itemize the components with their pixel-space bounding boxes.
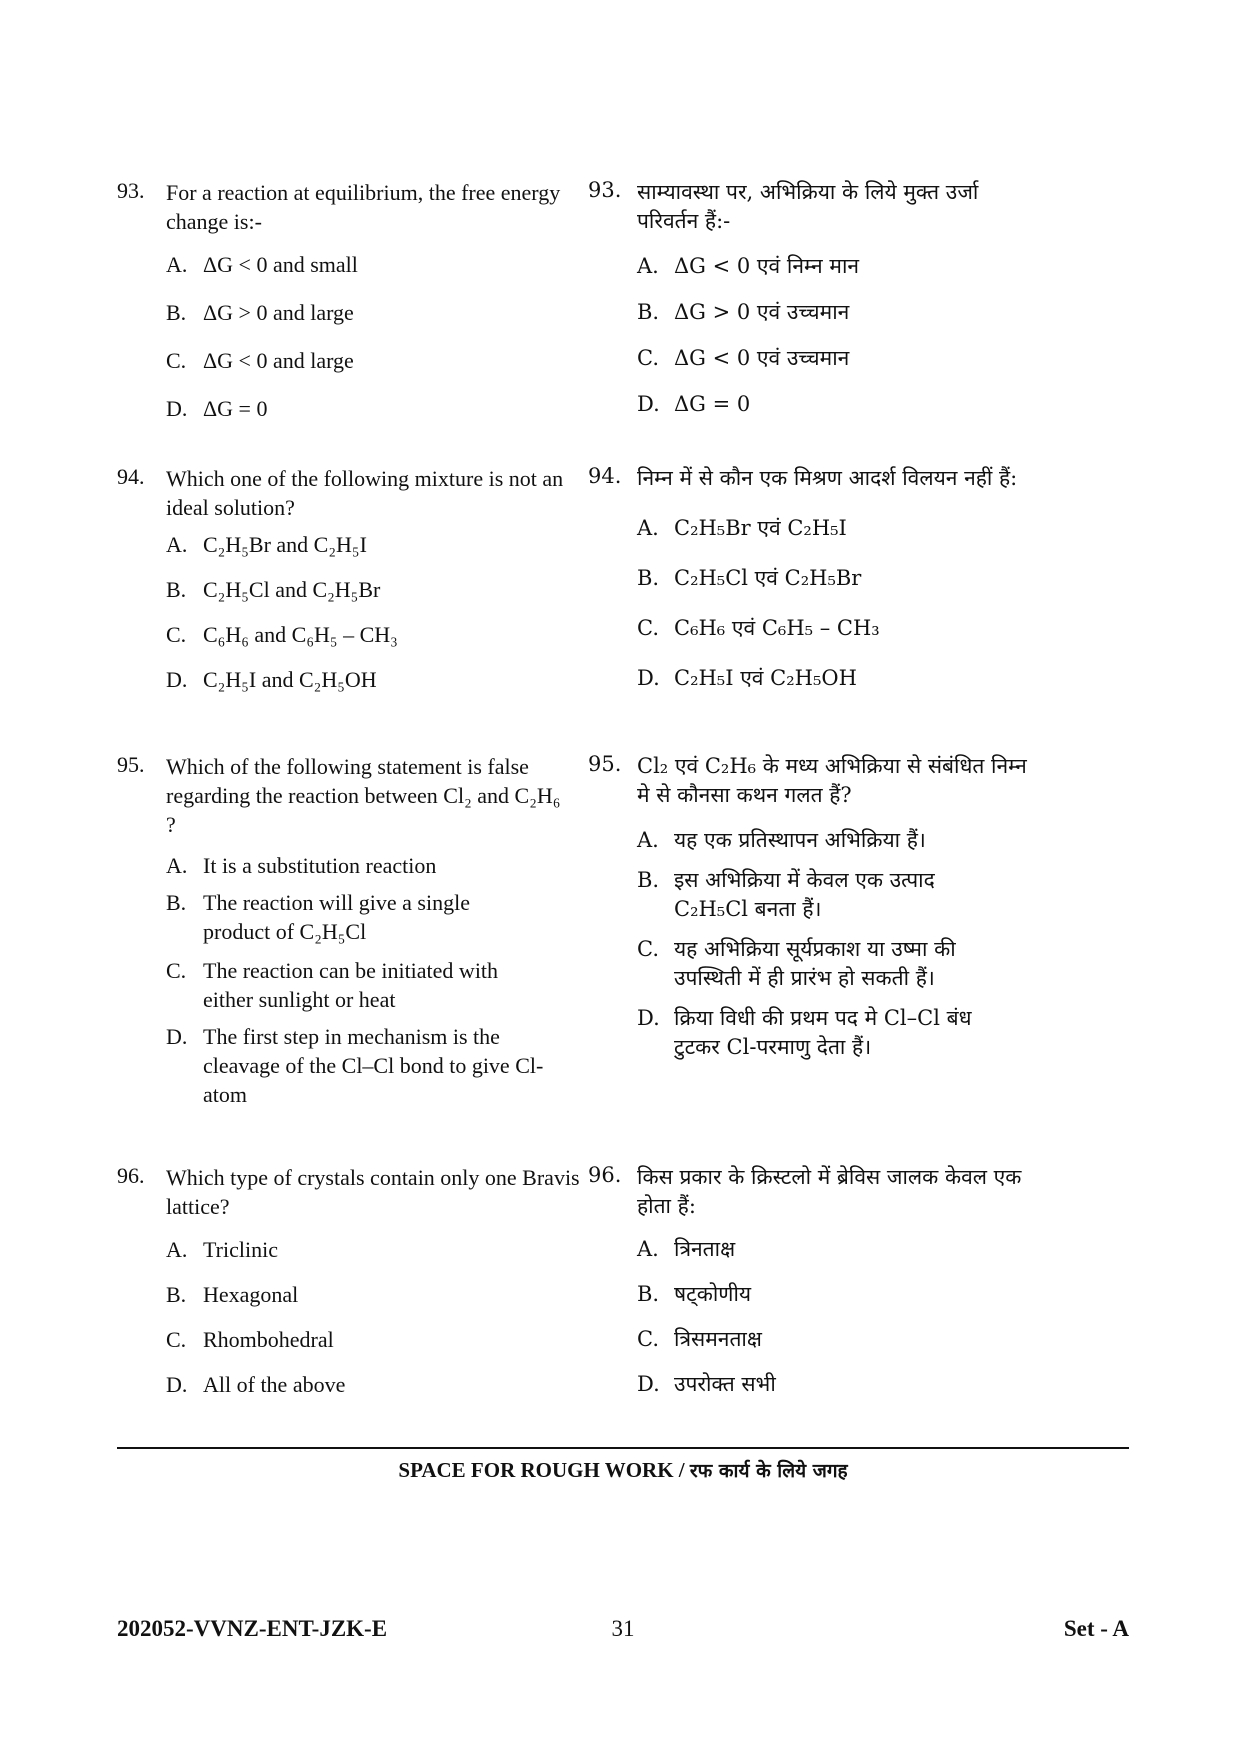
- question-text: Which type of crystals contain only one Bravis lattice?: [166, 1165, 580, 1219]
- option-d: D. क्रिया विधी की प्रथम पद मे Cl–Cl बंध टुटकर Cl-परमाणु देता हैं।: [637, 1006, 972, 1059]
- option-a: A. C₂H₅Br एवं C₂H₅I: [637, 516, 847, 540]
- question-text: Which one of the following mixture is not an ideal solution?: [166, 466, 564, 520]
- question-96-en: [117, 1163, 617, 1399]
- option-c: C. यह अभिक्रिया सूर्यप्रकाश या उष्मा की उपस्थिती में ही प्रारंभ हो सकती हैं।: [637, 937, 956, 990]
- page-number: 31: [611, 1616, 635, 1641]
- question-number: 94.: [588, 464, 622, 488]
- option-d: D. The first step in mechanism is the cleavage of the Cl–Cl bond to give Cl-atom: [166, 1024, 544, 1107]
- option-a: A. ΔG < 0 and small: [166, 252, 358, 277]
- question-number: 96.: [588, 1163, 622, 1187]
- option-b: B. षट्कोणीय: [637, 1282, 752, 1306]
- option-b: B. ΔG > 0 and large: [166, 300, 354, 325]
- option-a: A. It is a substitution reaction: [166, 853, 437, 878]
- question-number: 93.: [117, 178, 145, 203]
- option-d: D. C₂H₅I एवं C₂H₅OH: [637, 666, 857, 690]
- option-c: C. C₆H₆ एवं C₆H₅ – CH₃: [637, 616, 880, 640]
- question-number: 93.: [588, 178, 622, 202]
- option-a: A. ΔG < 0 एवं निम्न मान: [637, 254, 860, 278]
- page-footer: [117, 1616, 1129, 1646]
- question-text: निम्न में से कौन एक मिश्रण आदर्श विलयन नहीं हैं:: [637, 466, 1018, 490]
- question-93-hi: [588, 178, 1148, 419]
- question-number: 95.: [117, 752, 145, 777]
- question-text: किस प्रकार के क्रिस्टलो में ब्रेविस जालक केवल एक होता हैं:: [637, 1165, 1022, 1218]
- option-d: D. ΔG = 0: [637, 392, 751, 416]
- paper-code: 202052-VVNZ-ENT-JZK-E: [117, 1616, 388, 1641]
- option-b: B. Hexagonal: [166, 1282, 299, 1307]
- option-b: B. The reaction will give a single product of C₂H₅Cl: [166, 890, 470, 944]
- question-text: Which of the following statement is false regarding the reaction between Cl₂ and C₂H₆ ?: [166, 754, 561, 837]
- question-text: साम्यावस्था पर, अभिक्रिया के लिये मुक्त उर्जा परिवर्तन हैं:-: [637, 180, 979, 233]
- option-b: B. ΔG > 0 एवं उच्चमान: [637, 300, 850, 324]
- question-number: 95.: [588, 752, 622, 776]
- question-94-en: [117, 464, 617, 694]
- option-c: C. ΔG < 0 एवं उच्चमान: [637, 346, 850, 370]
- option-a: A. C₂H₅Br and C₂H₅I: [166, 532, 367, 557]
- question-95-en: [117, 752, 617, 1109]
- rough-work-hindi: रफ कार्य के लिये जगह: [689, 1460, 848, 1482]
- option-b: B. C₂H₅Cl एवं C₂H₅Br: [637, 566, 862, 590]
- option-c: C. The reaction can be initiated with either sunlight or heat: [166, 958, 499, 1012]
- question-96-hi: [588, 1163, 1148, 1399]
- option-a: A. त्रिनताक्ष: [637, 1237, 736, 1261]
- option-c: C. C₆H₆ and C₆H₅ – CH₃: [166, 622, 398, 647]
- rough-work-heading: [117, 1457, 1129, 1483]
- option-b: B. इस अभिक्रिया में केवल एक उत्पाद C₂H₅Cl बनता हैं।: [637, 868, 935, 921]
- question-number: 94.: [117, 464, 145, 489]
- option-c: C. Rhombohedral: [166, 1327, 334, 1352]
- rough-work-divider: [117, 1447, 1129, 1449]
- option-d: D. All of the above: [166, 1372, 346, 1397]
- rough-work-english: SPACE FOR ROUGH WORK /: [398, 1458, 685, 1482]
- set-label: Set - A: [1063, 1616, 1129, 1641]
- question-number: 96.: [117, 1163, 145, 1188]
- option-b: B. C₂H₅Cl and C₂H₅Br: [166, 577, 381, 602]
- option-d: D. C₂H₅I and C₂H₅OH: [166, 667, 377, 692]
- question-95-hi: [588, 752, 1148, 1062]
- option-a: A. यह एक प्रतिस्थापन अभिक्रिया हैं।: [637, 828, 926, 852]
- option-c: C. ΔG < 0 and large: [166, 348, 354, 373]
- question-94-hi: [588, 464, 1148, 693]
- option-d: D. ΔG = 0: [166, 396, 268, 421]
- question-text: For a reaction at equilibrium, the free energy change is:-: [166, 180, 561, 234]
- option-d: D. उपरोक्त सभी: [637, 1372, 776, 1396]
- option-c: C. त्रिसमनताक्ष: [637, 1327, 762, 1351]
- option-a: A. Triclinic: [166, 1237, 278, 1262]
- question-93-en: [117, 178, 617, 423]
- question-text: Cl₂ एवं C₂H₆ के मध्य अभिक्रिया से संबंधित निम्न मे से कौनसा कथन गलत हैं?: [637, 754, 1027, 807]
